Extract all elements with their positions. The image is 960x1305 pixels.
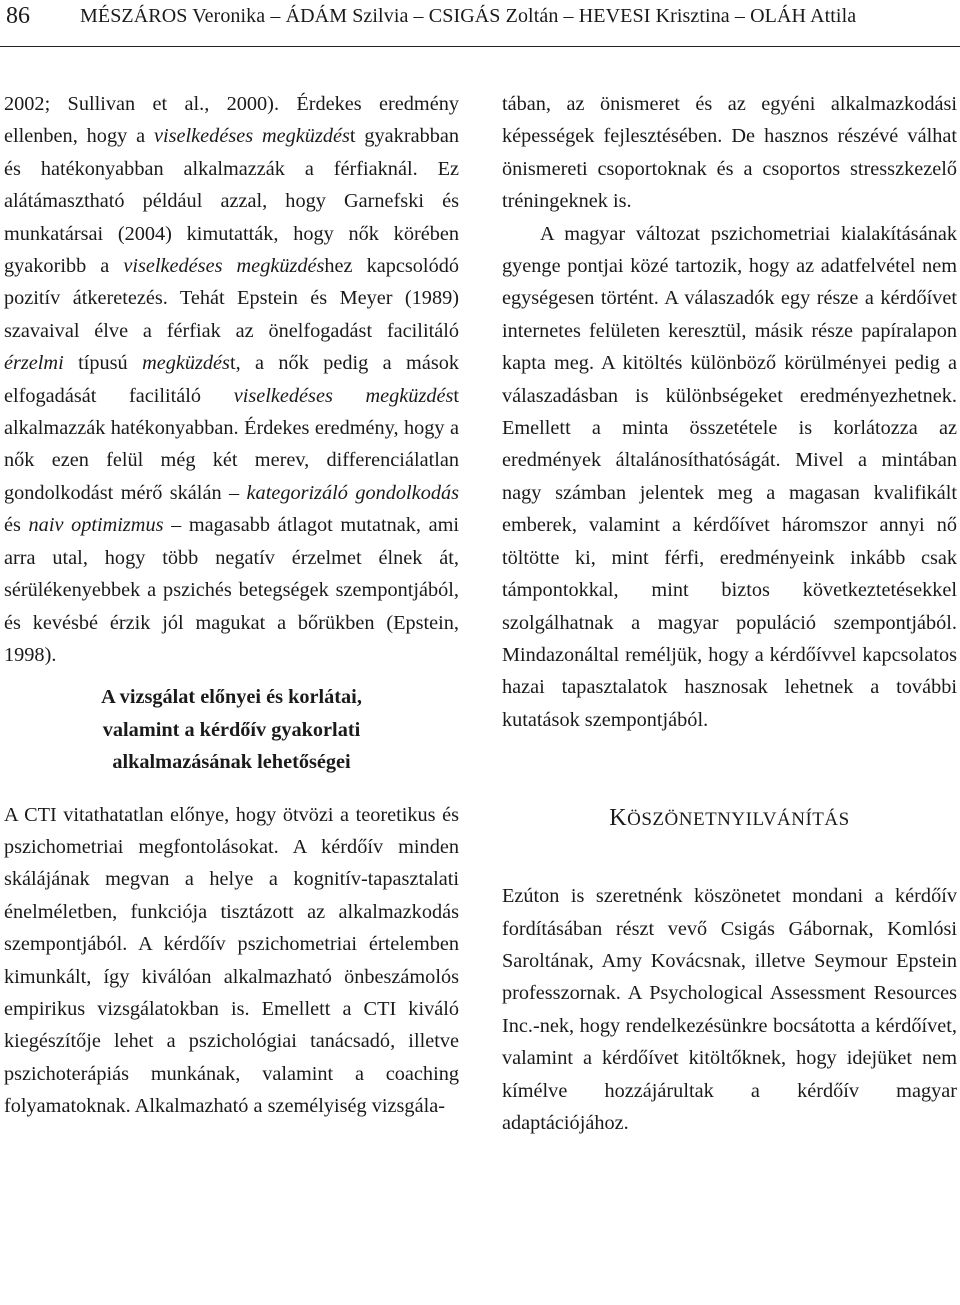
author-1: MÉSZÁROS Veronika <box>80 5 266 27</box>
paragraph-cti-advantages: A CTI vitathatatlan előnye, hogy ötvözi a teoretikus és pszichometriai megfontolásokat. A kérdőív minden skálájának megvan a helye a kognitív-tapasztalati énelméletben, funkciója tisztázott az alkalmazkodás szempontjából. A kérdőív pszichometriai értelemben kimunkált, így kiválóan alkalmazható önbeszámolós empirikus vizsgálatokban is. Emellett a CTI kiváló kiegészítője lehet a pszichológiai tanácsadó, illetve pszichoterápiás munkának, valamint a coaching folyamatoknak. Alkalmazható a személyiség vizsgála- <box>4 803 459 1118</box>
author-3: CSIGÁS Zoltán <box>428 5 559 27</box>
section-heading: A vizsgálat előnyei és korlátai, valamint a kérdőív gyakorlati alkalmazásának lehetőségei <box>101 686 362 774</box>
paragraph-limitations: A magyar változat pszichometriai kialakításának gyenge pontjai közé tartozik, hogy az adatfelvétel nem egységesen történt. A válaszadók egy része a kérdőívet internetes felületen keresztül, másik része papíralapon kapta meg. A kitöltés különböző körülményei pedig a válaszadásban is különbségeket eredményezhetnek. Emellett a minta összetétele is korlátozza az eredmények általánosíthatóságát. Mivel a mintában nagy számban jelentek meg a magasan kvalifikált emberek, valamint a kérdőívet háromszor annyi nő töltötte ki, mint férfi, eredményeink inkább csak támpontokkal, mint biztos következtetésekkel szolgálhatnak a magyar populáció szempontjából. Mindazonáltal reméljük, hogy a kérdőívvel kapcsolatos hazai tapasztalatok hasznosak lehetnek a további kutatások szempontjából. <box>502 222 957 731</box>
paragraph-acknowledgements: Ezúton is szeretnénk köszönetet mondani a kérdőív fordításában részt vevő Csigás Gábornak, Komlósi Saroltának, Amy Kovácsnak, illetve Seymour Epstein professzornak. A Psychological Assessment Resources Inc.-nek, hogy rendelkezésünkre bocsátotta a kérdőívet, valamint a kérdőívet kitöltőknek, hogy idejüket nem kímélve hozzájárultak a kérdőív magyar adaptációjához. <box>502 885 957 1134</box>
paragraph-results-discussion: 2002; Sullivan et al., 2000). Érdekes eredmény ellenben, hogy a viselkedéses megküzdést gyakrabban és hatékonyabban alkalmazzák a férfiaknál. Ez alátámasztható például azzal, hogy Garnefski és munkatársai (2004) kimutatták, hogy nők körében gyakoribb a viselkedéses megküzdéshez kapcsolódó pozitív átkeretezés. Tehát Epstein és Meyer (1989) szavaival élve a férfiak az önelfogadást facilitáló érzelmi típusú megküzdést, a nők pedig a mások elfogadását facilitáló viselkedéses megküzdést alkalmazzák hatékonyabban. Érdekes eredmény, hogy a nők ezen felül még két merev, differenciálatlan gondolkodást mérő skálán – kategorizáló gondolkodás és naiv optimizmus – magasabb átlagot mutatnak, ami arra utal, hogy több negatív érzelmet élnek át, sérülékenyebbek a pszichés betegségek szempontjából, és kevésbé érzik jól magukat a bőrükben (Epstein, 1998). <box>4 93 460 666</box>
running-head-authors: MÉSZÁROS Veronika – ÁDÁM Szilvia – CSIGÁS Zoltán – HEVESI Krisztina – OLÁH Attila <box>80 5 857 27</box>
author-2: ÁDÁM Szilvia <box>285 5 409 27</box>
page-header <box>0 0 960 47</box>
author-5: OLÁH Attila <box>750 5 857 27</box>
acknowledgements-heading: KÖSZÖNETNYILVÁNÍTÁS <box>609 805 850 832</box>
right-column <box>502 88 957 1139</box>
page-number: 86 <box>6 3 30 29</box>
left-column <box>4 88 459 1123</box>
author-4: HEVESI Krisztina <box>578 5 730 27</box>
paragraph-continuation: tában, az önismeret és az egyéni alkalmazkodási képességek fejlesztésében. De hasznos részévé válhat önismereti csoportoknak és a csoportos stresszkezelő tréningeknek is. <box>502 93 957 213</box>
